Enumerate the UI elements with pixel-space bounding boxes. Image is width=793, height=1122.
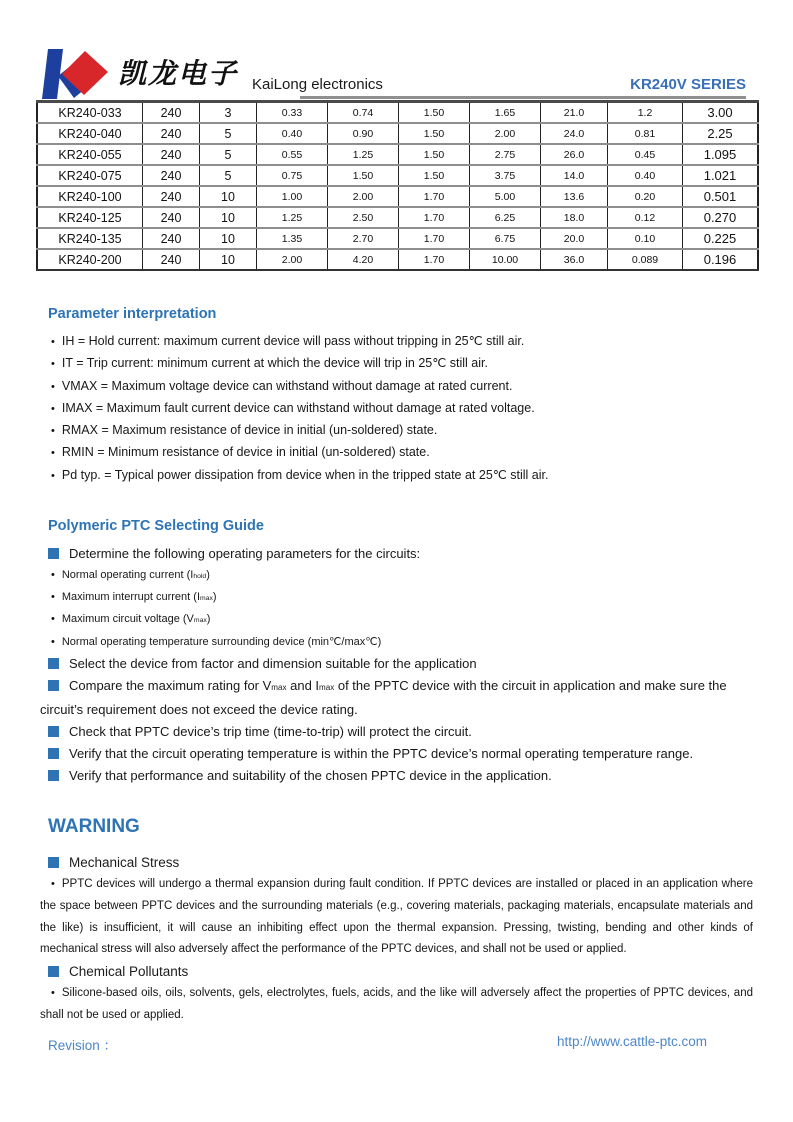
item-text: Verify that the circuit operating temperature is within the PPTC device’s normal operating temperature range. [69,745,694,761]
dot-bullet-icon: • [51,469,55,482]
square-bullet-icon [48,748,59,759]
table-cell: 0.74 [328,102,399,124]
table-cell: 1.50 [399,123,470,144]
table-cell: KR240-125 [37,207,143,228]
dot-bullet-icon: • [51,569,55,581]
table-cell: 1.50 [328,165,399,186]
item-text: RMIN = Minimum resistance of device in initial (un-soldered) state. [61,445,430,460]
warning-list [40,852,753,1027]
table-cell: 0.20 [608,186,683,207]
table-cell: 1.35 [257,228,328,249]
table-cell: 1.095 [683,144,759,165]
item-text: PPTC devices will undergo a thermal expansion during fault condition. If PPTC devices are installed or placed in an application where the space between PPTC devices and the surrounding materials (e.g., covering materials, packaging materials, encapsulate materials and the like) is insufficient, it will cause an inhibiting effect upon the thermal expansion. Pressing, twisting, bending and other kinds of mechanical stress will also adversely affect the performance of the PPTC devices, and shall not be used or applied. [40,878,753,956]
table-cell: 0.33 [257,102,328,124]
item-text: Maximum circuit voltage (V [61,613,194,626]
table-cell: 21.0 [541,102,608,124]
table-cell: 0.196 [683,249,759,270]
table-cell: 24.0 [541,123,608,144]
item-text: Check that PPTC device’s trip time (time-to-trip) will protect the circuit. [69,723,472,739]
table-cell: 240 [143,207,200,228]
item-text: and I [286,677,320,693]
table-cell: 2.75 [470,144,541,165]
table-cell: 13.6 [541,186,608,207]
item-text: Maximum interrupt current (I [61,591,201,604]
item-text: Verify that performance and suitability of the chosen PPTC device in the application. [69,767,552,783]
dot-bullet-icon: • [51,987,55,1000]
table-cell: 1.70 [399,249,470,270]
square-bullet-icon [48,680,59,691]
table-cell: 0.90 [328,123,399,144]
square-bullet-icon [48,726,59,737]
list-item [40,632,753,653]
selecting-guide-section [40,518,753,787]
item-text: Silicone-based oils, oils, solvents, gels, electrolytes, fuels, acids, and the like will adversely affect the properties of PPTC devices, and shall not be used or applied. [40,987,753,1021]
table-cell: 240 [143,165,200,186]
table-cell: 3.75 [470,165,541,186]
table-cell: 1.50 [399,102,470,124]
table-cell: 26.0 [541,144,608,165]
list-item [40,376,753,398]
item-text: Pd typ. = Typical power dissipation from device when in the tripped state at 25℃ still air. [61,467,549,482]
table-cell: 5 [200,165,257,186]
square-bullet-icon [48,548,59,559]
table-cell: 3.00 [683,102,759,124]
brand-name: KaiLong electronics [252,76,383,93]
table-cell: 0.225 [683,228,759,249]
dot-bullet-icon: • [51,402,55,415]
logo-chinese-text: 凯龙电子 [118,58,239,89]
table-row [37,249,758,270]
table-cell: 0.12 [608,207,683,228]
table-cell: 0.089 [608,249,683,270]
list-item [40,983,753,1027]
subscript-text: max [271,682,287,692]
table-row [37,228,758,249]
table-cell: 0.55 [257,144,328,165]
subscript-text: max [319,682,335,692]
table-cell: 1.70 [399,228,470,249]
dot-bullet-icon: • [51,358,55,371]
ratings-table-body [37,102,758,271]
item-text: IH = Hold current: maximum current device will pass without tripping in 25℃ still air. [61,334,525,348]
table-cell: 0.501 [683,186,759,207]
table-cell: 3 [200,102,257,124]
table-cell: 0.40 [257,123,328,144]
table-cell: KR240-075 [37,165,143,186]
table-row [37,102,758,124]
table-row [37,144,758,165]
table-cell: 10 [200,186,257,207]
list-item [40,852,753,874]
table-cell: 5 [200,144,257,165]
table-cell: KR240-033 [37,102,143,124]
list-item [40,398,753,420]
table-cell: 1.00 [257,186,328,207]
item-text: IT = Trip current: minimum current at which the device will trip in 25℃ still air. [61,356,488,371]
item-text: RMAX = Maximum resistance of device in initial (un-soldered) state. [61,423,438,438]
table-cell: 240 [143,249,200,270]
table-cell: KR240-040 [37,123,143,144]
list-item [40,420,753,442]
table-row [37,207,758,228]
list-item [40,961,753,983]
table-cell: 10.00 [470,249,541,270]
table-cell: 240 [143,102,200,124]
table-cell: 1.70 [399,186,470,207]
list-item [40,721,753,743]
list-item [40,765,753,787]
guide-list [40,543,753,787]
item-text: Determine the following operating parameters for the circuits: [69,546,421,561]
table-cell: KR240-100 [37,186,143,207]
parameter-interpretation-section [40,306,753,487]
table-cell: 240 [143,123,200,144]
item-text: VMAX = Maximum voltage device can withstand without damage at rated current. [61,378,513,393]
table-cell: 1.50 [399,144,470,165]
item-text: Mechanical Stress [69,855,180,870]
item-text: ) [206,569,210,581]
table-cell: 0.270 [683,207,759,228]
list-item [40,543,753,565]
list-item [40,874,753,961]
table-cell: 5 [200,123,257,144]
page-header [0,0,793,100]
table-cell: 6.75 [470,228,541,249]
square-bullet-icon [48,770,59,781]
warning-section [40,816,753,1027]
table-cell: 2.00 [257,249,328,270]
table-cell: 1.25 [257,207,328,228]
website-link[interactable]: http://www.cattle-ptc.com [556,1034,707,1049]
table-cell: 2.25 [683,123,759,144]
table-cell: 1.021 [683,165,759,186]
list-item [40,442,753,464]
subscript-text: hold [193,573,207,580]
table-cell: KR240-200 [37,249,143,270]
item-text: Compare the maximum rating for V [69,677,272,693]
list-item [40,609,753,631]
square-bullet-icon [48,658,59,669]
table-cell: 5.00 [470,186,541,207]
table-cell: 18.0 [541,207,608,228]
list-item [40,353,753,375]
table-cell: 10 [200,249,257,270]
dot-bullet-icon: • [51,613,55,626]
table-cell: 0.40 [608,165,683,186]
ratings-table [36,100,759,271]
item-text: ) [212,591,217,604]
item-text: IMAX = Maximum fault current device can withstand without damage at rated voltage. [61,400,535,415]
table-cell: 240 [143,144,200,165]
list-item [40,743,753,765]
square-bullet-icon [48,966,59,977]
table-cell: 0.81 [608,123,683,144]
item-text: Normal operating temperature surrounding device (min℃/max℃) [61,635,382,648]
subscript-text: max [193,617,207,625]
item-text: ) [206,613,211,626]
subscript-text: max [200,595,213,603]
dot-bullet-icon: • [51,380,55,393]
item-text: of the PPTC device with the circuit in application and make sure the circuit’s requirement does not exceed the device rating. [40,677,727,717]
dot-bullet-icon: • [51,591,55,604]
dot-bullet-icon: • [51,336,55,348]
table-cell: 20.0 [541,228,608,249]
section-title: Parameter interpretation [48,306,217,322]
page-footer [48,1034,707,1056]
table-cell: 2.00 [328,186,399,207]
table-cell: 1.2 [608,102,683,124]
list-item [40,565,753,587]
table-cell: 14.0 [541,165,608,186]
table-cell: 1.25 [328,144,399,165]
table-cell: 4.20 [328,249,399,270]
dot-bullet-icon: • [51,635,55,648]
dot-bullet-icon: • [51,878,55,890]
warning-title: WARNING [48,816,140,837]
table-cell: 0.75 [257,165,328,186]
table-cell: 0.10 [608,228,683,249]
dot-bullet-icon: • [51,447,55,460]
revision-label: Revision ： [48,1038,118,1053]
table-cell: 0.45 [608,144,683,165]
square-bullet-icon [48,857,59,868]
list-item [40,331,753,353]
section-title: Polymeric PTC Selecting Guide [48,518,264,534]
table-cell: 10 [200,228,257,249]
table-cell: 6.25 [470,207,541,228]
item-text: Normal operating current (I [61,569,194,581]
table-cell: 36.0 [541,249,608,270]
table-cell: 10 [200,207,257,228]
table-cell: 2.50 [328,207,399,228]
table-cell: KR240-055 [37,144,143,165]
table-cell: 240 [143,228,200,249]
table-cell: 2.00 [470,123,541,144]
list-item [40,653,753,675]
table-row [37,123,758,144]
table-cell: 240 [143,186,200,207]
item-text: Chemical Pollutants [69,964,189,980]
table-row [37,165,758,186]
dot-bullet-icon: • [51,425,55,438]
parameter-list [40,331,753,487]
table-cell: KR240-135 [37,228,143,249]
kailong-logo-icon [40,48,118,100]
table-row [37,186,758,207]
table-cell: 1.70 [399,207,470,228]
table-cell: 2.70 [328,228,399,249]
series-title: KR240V SERIES [630,76,746,93]
header-divider [300,96,746,99]
table-cell: 1.50 [399,165,470,186]
list-item [40,675,753,721]
list-item [40,587,753,609]
item-text: Select the device from factor and dimension suitable for the application [69,655,477,671]
list-item [40,465,753,487]
table-cell: 1.65 [470,102,541,124]
